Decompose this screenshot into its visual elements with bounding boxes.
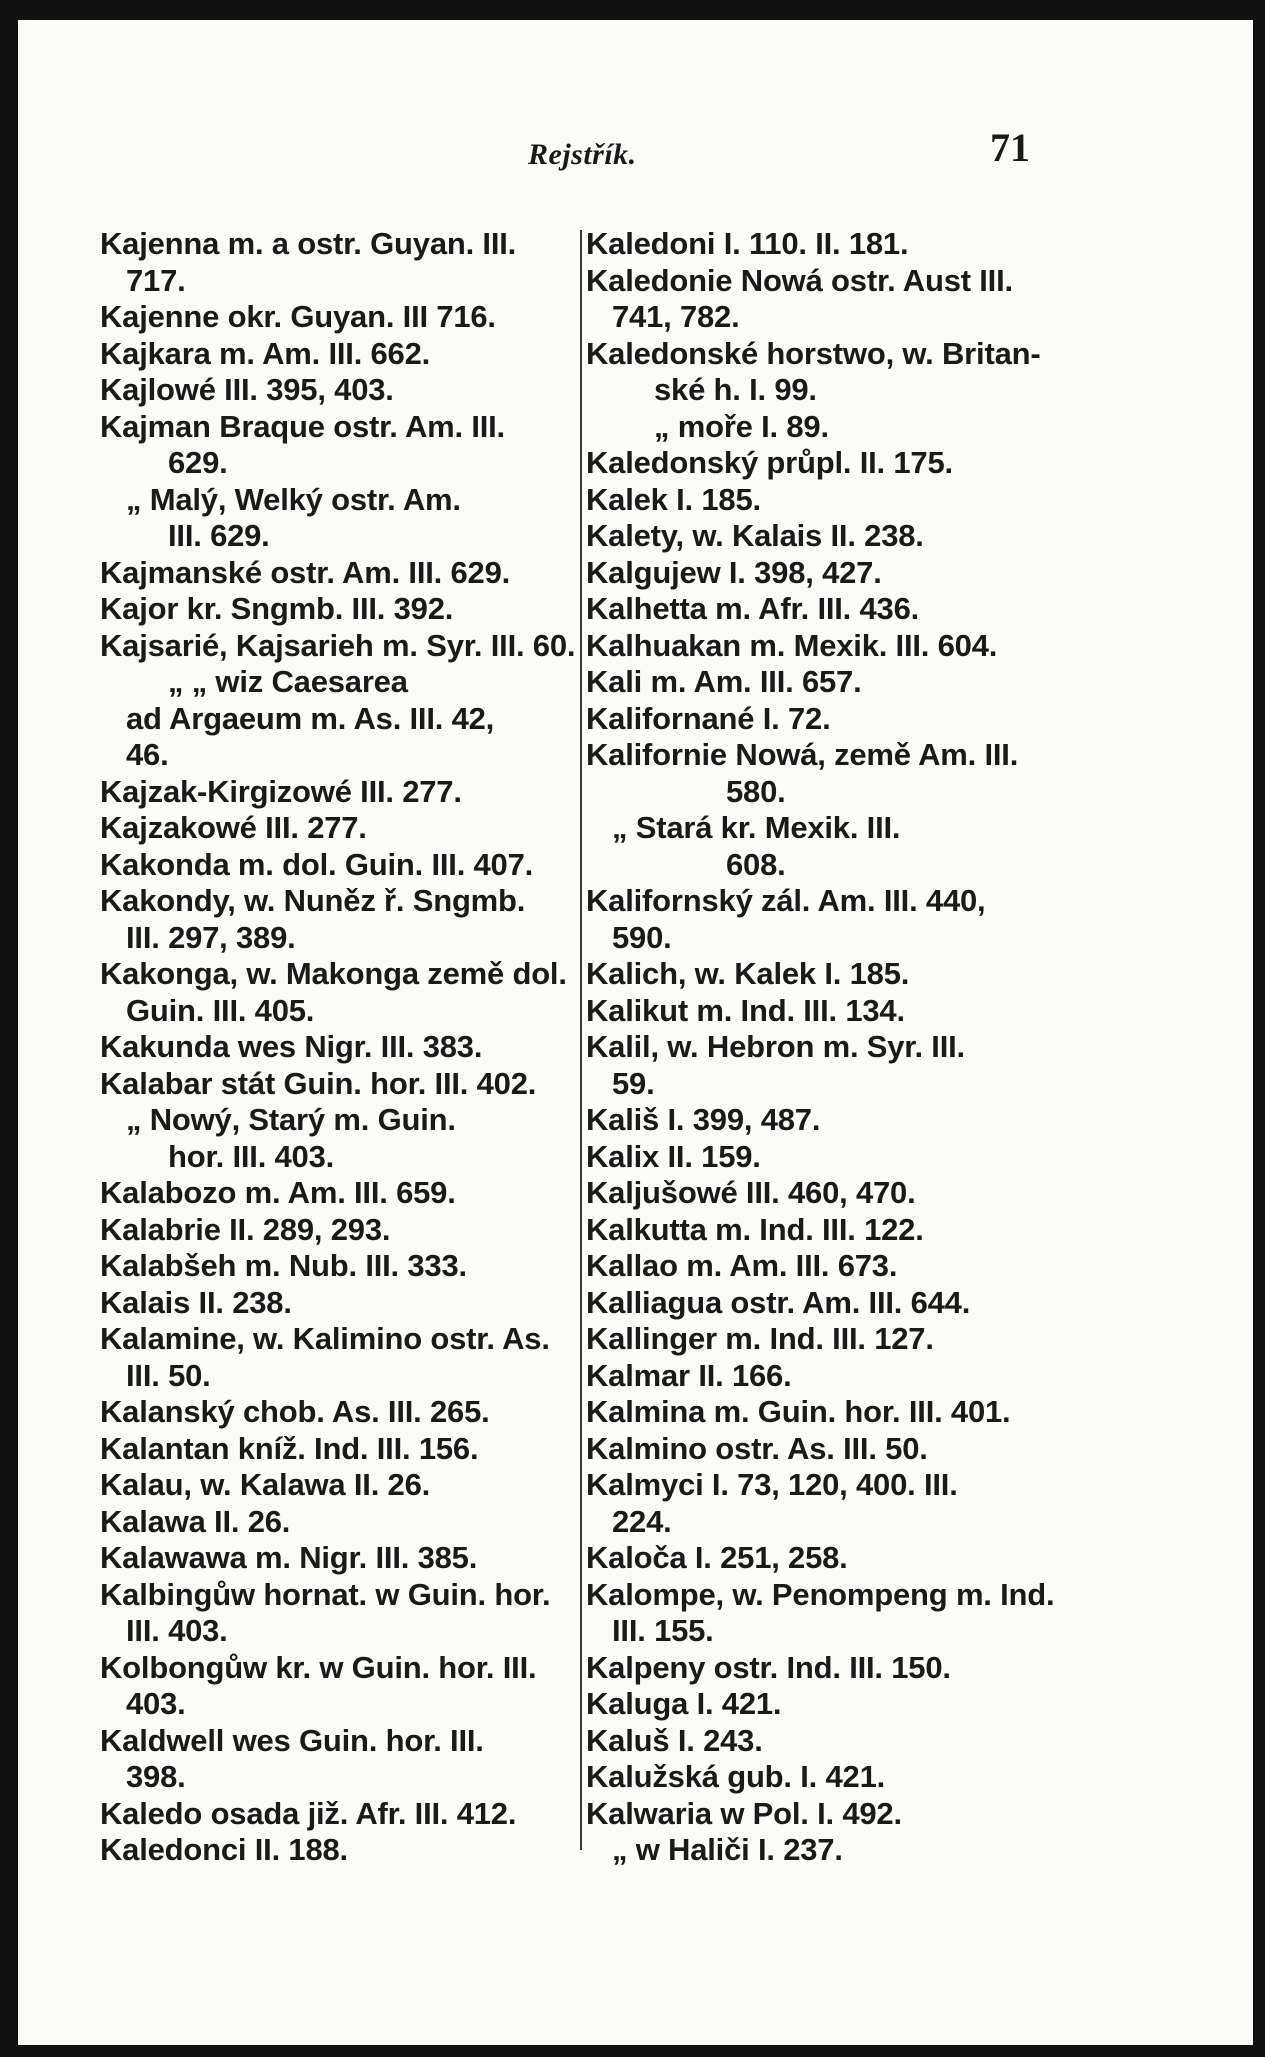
index-entry-line: 741, 782. [612, 299, 740, 334]
index-entry-line: III. 155. [612, 1613, 714, 1648]
index-entry-line: III. 50. [126, 1357, 211, 1393]
index-entry-line: Kalifornané I. 72. [586, 700, 831, 736]
index-entry-line: Kalliagua ostr. Am. III. 644. [586, 1284, 971, 1320]
index-entry-line: Kalix II. 159. [586, 1138, 761, 1174]
index-entry-line: Kalabozo m. Am. III. 659. [100, 1175, 456, 1210]
book-page [18, 20, 1253, 2045]
index-entry-line: 717. [126, 262, 186, 298]
index-entry-line: Kakunda wes Nigr. III. 383. [100, 1029, 483, 1064]
index-entry-line: Kalmino ostr. As. III. 50. [586, 1430, 928, 1466]
index-entry-line: Kajmanské ostr. Am. III. 629. [100, 554, 511, 590]
index-entry-line: Kaledonský průpl. II. 175. [586, 445, 953, 480]
index-entry-line: Kalawa II. 26. [100, 1503, 291, 1539]
index-entry-line: Kalau, w. Kalawa II. 26. [100, 1467, 431, 1502]
index-entry-line: Kallao m. Am. III. 673. [586, 1248, 898, 1283]
index-entry-line: 224. [612, 1503, 672, 1539]
index-entry-line: Kaledoni I. 110. II. 181. [586, 226, 909, 261]
index-entry-line: Kalil, w. Hebron m. Syr. III. [586, 1029, 965, 1064]
index-entry-line: Kajzak-Kirgizowé III. 277. [100, 773, 462, 809]
index-entry-line: Kajzakowé III. 277. [100, 810, 367, 845]
index-entry-line: Kalwaria w Pol. I. 492. [586, 1795, 902, 1831]
running-header-title: Rejstřík. [528, 138, 637, 171]
index-entry-line: „ moře I. 89. [654, 408, 829, 444]
index-entry-line: Kakonda m. dol. Guin. III. 407. [100, 846, 534, 882]
index-entry-line: Kajman Braque ostr. Am. III. [100, 408, 505, 444]
index-entry-line: Kaluš I. 243. [586, 1722, 763, 1758]
index-entry-line: Kali m. Am. III. 657. [586, 664, 862, 699]
index-entry-line: Kajkara m. Am. III. 662. [100, 335, 431, 371]
index-entry-line: Kalgujew I. 398, 427. [586, 554, 882, 590]
index-entry-line: Kalabšeh m. Nub. III. 333. [100, 1248, 467, 1283]
index-entry-line: ské h. I. 99. [654, 372, 817, 407]
index-entry-line: Kalabrie II. 289, 293. [100, 1211, 391, 1247]
index-entry-line: hor. III. 403. [168, 1138, 335, 1174]
index-entry-line: Kakondy, w. Nuněz ř. Sngmb. [100, 883, 526, 918]
index-entry-line: III. 629. [168, 518, 270, 553]
index-entry-line: Kakonga, w. Makonga země dol. [100, 956, 567, 991]
index-entry-line: Kalawawa m. Nigr. III. 385. [100, 1540, 478, 1575]
index-entry-line: Kalmar II. 166. [586, 1357, 792, 1393]
index-entry-line: 580. [726, 773, 786, 809]
index-entry-line: Kaledonské horstwo, w. Britan- [586, 335, 1041, 371]
index-entry-line: 46. [126, 737, 169, 772]
index-entry-line: Kaluga I. 421. [586, 1686, 782, 1721]
index-entry-line: Kališ I. 399, 487. [586, 1102, 821, 1137]
index-entry-line: Kallinger m. Ind. III. 127. [586, 1321, 934, 1356]
index-entry-line: 398. [126, 1759, 186, 1794]
index-entry-line: Kalantan kníž. Ind. III. 156. [100, 1430, 479, 1466]
index-entry-line: Kalety, w. Kalais II. 238. [586, 518, 924, 553]
index-entry-line: 59. [612, 1065, 655, 1101]
index-entry-line: Kalkutta m. Ind. III. 122. [586, 1211, 924, 1247]
index-entry-line: Kajenne okr. Guyan. III 716. [100, 299, 496, 334]
index-entry-line: 629. [168, 445, 228, 480]
index-entry-line: Kajsarié, Kajsarieh m. Syr. III. 60. [100, 627, 576, 663]
index-entry-line: 608. [726, 846, 786, 882]
index-entry-line: Kalmyci I. 73, 120, 400. III. [586, 1467, 958, 1502]
index-column-left [100, 226, 576, 1869]
index-entry-line: Kalifornský zál. Am. III. 440, [586, 883, 986, 918]
index-entry-line: „ w Haliči I. 237. [612, 1832, 843, 1867]
index-entry-line: Kaledo osada již. Afr. III. 412. [100, 1795, 517, 1831]
index-entry-line: ad Argaeum m. As. III. 42, [126, 700, 495, 736]
index-entry-line: „ „ wiz Caesarea [168, 664, 408, 699]
index-entry-line: Kaljušowé III. 460, 470. [586, 1175, 916, 1210]
index-entry-line: „ Malý, Welký ostr. Am. [126, 481, 461, 517]
index-entry-line: Kalek I. 185. [586, 481, 761, 517]
index-entry-line: Kalmina m. Guin. hor. III. 401. [586, 1394, 1011, 1429]
index-entry-line: 590. [612, 919, 672, 955]
index-entry-line: Kolbongůw kr. w Guin. hor. III. [100, 1649, 537, 1685]
index-entry-line: Kaledonie Nowá ostr. Aust III. [586, 262, 1013, 298]
index-entry-line: Kalais II. 238. [100, 1284, 292, 1320]
index-entry-line: Kalikut m. Ind. III. 134. [586, 992, 905, 1028]
index-entry-line: Kajlowé III. 395, 403. [100, 372, 394, 407]
index-entry-line: III. 403. [126, 1613, 228, 1648]
index-entry-line: Kalabar stát Guin. hor. III. 402. [100, 1065, 537, 1101]
index-entry-line: Kalompe, w. Penompeng m. Ind. [586, 1576, 1055, 1612]
page-number: 71 [990, 125, 1030, 170]
index-entry-line: Guin. III. 405. [126, 992, 315, 1028]
index-entry-line: Kalich, w. Kalek I. 185. [586, 956, 910, 991]
index-column-right [586, 226, 1066, 1869]
index-entry-line: Kaledonci II. 188. [100, 1832, 348, 1867]
index-entry-line: Kalhuakan m. Mexik. III. 604. [586, 627, 998, 663]
index-entry-line: Kalužská gub. I. 421. [586, 1759, 886, 1794]
index-entry-line: 403. [126, 1686, 186, 1721]
index-entry-line: Kajor kr. Sngmb. III. 392. [100, 591, 454, 626]
index-entry-line: III. 297, 389. [126, 919, 296, 955]
index-entry-line: „ Stará kr. Mexik. III. [612, 810, 901, 845]
index-entry-line: Kalbingůw hornat. w Guin. hor. [100, 1576, 551, 1612]
index-entry-line: Kalpeny ostr. Ind. III. 150. [586, 1649, 951, 1685]
index-entry-line: Kalanský chob. As. III. 265. [100, 1394, 490, 1429]
column-divider [580, 230, 582, 1850]
index-entry-line: „ Nowý, Starý m. Guin. [126, 1102, 456, 1137]
index-entry-line: Kajenna m. a ostr. Guyan. III. [100, 226, 517, 261]
index-entry-line: Kalifornie Nowá, země Am. III. [586, 737, 1019, 772]
index-entry-line: Kaldwell wes Guin. hor. III. [100, 1722, 484, 1758]
index-entry-line: Kalamine, w. Kalimino ostr. As. [100, 1321, 550, 1356]
index-entry-line: Kalhetta m. Afr. III. 436. [586, 591, 920, 626]
index-entry-line: Kaloča I. 251, 258. [586, 1540, 848, 1575]
